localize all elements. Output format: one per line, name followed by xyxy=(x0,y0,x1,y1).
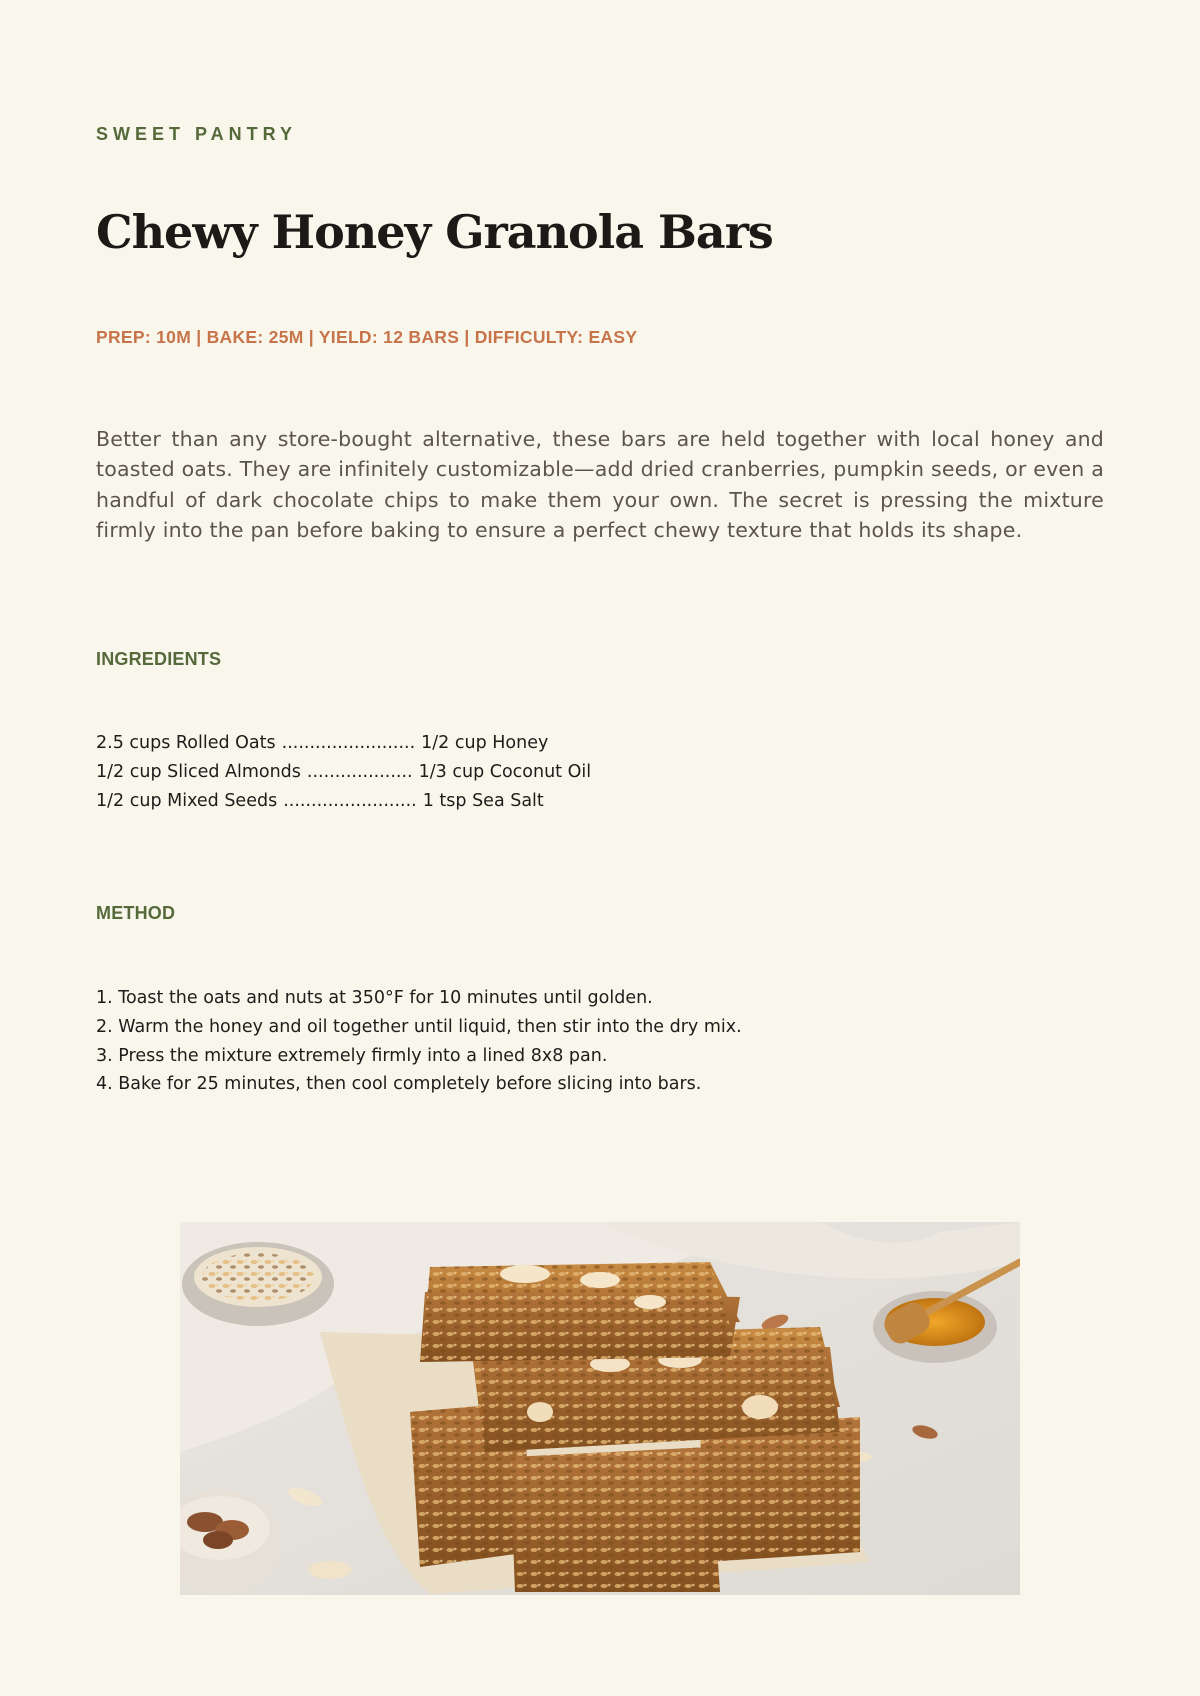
recipe-title: Chewy Honey Granola Bars xyxy=(96,205,773,259)
ingredient-right: 1/3 cup Coconut Oil xyxy=(418,761,592,782)
method-step: 1. Toast the oats and nuts at 350°F for 10 minutes until golden. xyxy=(96,988,653,1008)
ingredient-left: 2.5 cups Rolled Oats xyxy=(96,733,276,753)
granola-bars-photo xyxy=(180,1222,1020,1595)
method-step: 4. Bake for 25 minutes, then cool completely before slicing into bars. xyxy=(96,1074,702,1095)
method-heading: METHOD xyxy=(96,903,176,923)
dot-leader: ........................ xyxy=(283,790,417,811)
ingredient-left: 1/2 cup Mixed Seeds xyxy=(96,790,278,811)
recipe-intro: Better than any store-bought alternative, these bars are held together with local honey and toasted oats. They are infinitely customizable—add dried cranberries, pumpkin seeds, or even a handful of dark chocolate chips to make them your own. The secret is pressing the mixture firmly into the pan before baking to ensure a perfect chewy texture that holds its shape. xyxy=(96,427,1104,542)
ingredient-row xyxy=(96,791,656,820)
ingredient-row xyxy=(96,762,656,791)
method-step: 2. Warm the honey and oil together until liquid, then stir into the dry mix. xyxy=(96,1016,742,1037)
method-steps xyxy=(96,988,742,1103)
recipe-meta: PREP: 10M | BAKE: 25M | YIELD: 12 BARS | DIFFICULTY: EASY xyxy=(96,327,638,347)
dot-leader: ................... xyxy=(306,761,413,782)
ingredient-right: 1/2 cup Honey xyxy=(421,733,549,753)
ingredient-left: 1/2 cup Sliced Almonds xyxy=(96,761,301,782)
ingredients-list xyxy=(96,733,656,819)
dot-leader: ........................ xyxy=(281,733,416,753)
ingredient-right: 1 tsp Sea Salt xyxy=(422,790,544,811)
ingredients-heading: INGREDIENTS xyxy=(96,649,222,669)
brand-label: SWEET PANTRY xyxy=(96,124,298,144)
ingredient-row xyxy=(96,733,656,762)
method-step: 3. Press the mixture extremely firmly into a lined 8x8 pan. xyxy=(96,1045,608,1066)
